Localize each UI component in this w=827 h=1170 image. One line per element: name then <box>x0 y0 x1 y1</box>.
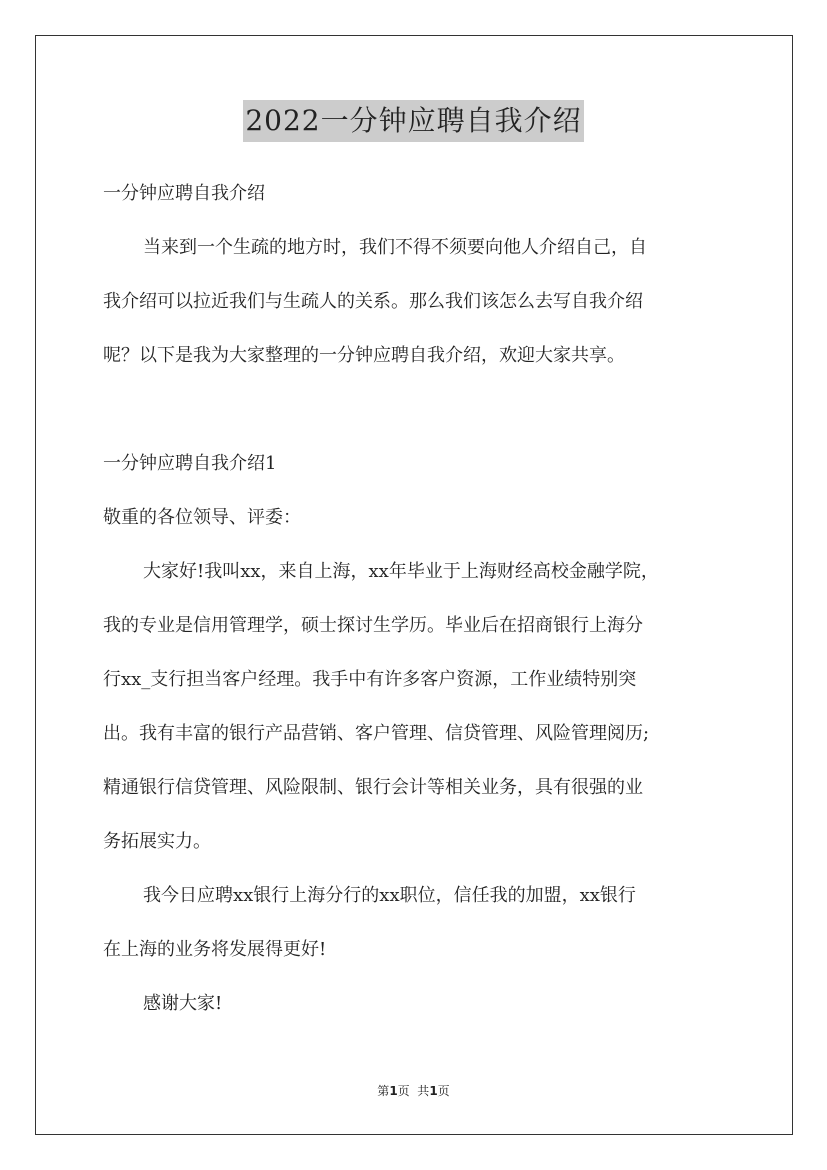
footer-total-pages: 1 <box>429 1084 438 1098</box>
title-container <box>0 100 827 142</box>
section-heading: 一分钟应聘自我介绍 <box>103 183 265 204</box>
footer-prefix: 第 <box>377 1084 390 1098</box>
closing-line: 感谢大家! <box>143 993 223 1014</box>
page-footer <box>0 1082 827 1099</box>
section-heading: 一分钟应聘自我介绍1 <box>103 453 277 474</box>
paragraph-line: 我介绍可以拉近我们与生疏人的关系。那么我们该怎么去写自我介绍 <box>103 291 643 312</box>
document-title: 2022一分钟应聘自我介绍 <box>243 100 583 142</box>
paragraph-line: 我今日应聘xx银行上海分行的xx职位，信任我的加盟，xx银行 <box>143 885 636 906</box>
paragraph-line: 当来到一个生疏的地方时，我们不得不须要向他人介绍自己，自 <box>143 237 647 258</box>
paragraph-line: 在上海的业务将发展得更好! <box>103 939 327 960</box>
salutation: 敬重的各位领导、评委： <box>103 507 301 528</box>
paragraph-line: 呢？以下是我为大家整理的一分钟应聘自我介绍，欢迎大家共享。 <box>103 345 625 366</box>
paragraph-line: 精通银行信贷管理、风险限制、银行会计等相关业务，具有很强的业 <box>103 777 643 798</box>
paragraph-line: 大家好!我叫xx，来自上海，xx年毕业于上海财经高校金融学院， <box>143 561 659 582</box>
footer-suffix: 页 <box>437 1084 450 1098</box>
footer-page-number: 1 <box>389 1084 398 1098</box>
paragraph-line: 出。我有丰富的银行产品营销、客户管理、信贷管理、风险管理阅历; <box>103 723 650 744</box>
paragraph-line: 行xx_支行担当客户经理。我手中有许多客户资源，工作业绩特别突 <box>103 669 637 690</box>
footer-mid: 页 共 <box>397 1084 430 1098</box>
paragraph-line: 务拓展实力。 <box>103 831 211 852</box>
paragraph-line: 我的专业是信用管理学，硕士探讨生学历。毕业后在招商银行上海分 <box>103 615 643 636</box>
